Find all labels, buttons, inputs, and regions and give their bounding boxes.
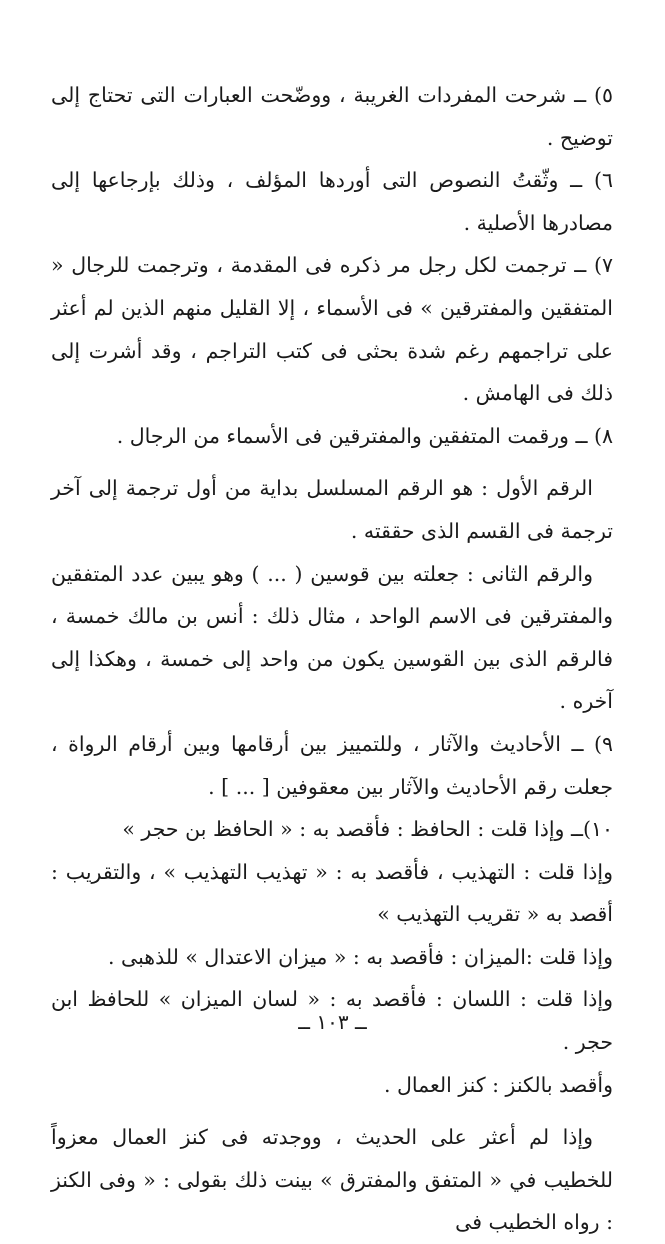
kanz-paragraph: وأقصد بالكنز : كنز العمال . — [383, 1072, 613, 1097]
item-9-paragraph: ٩) ــ الأحاديث والآثار ، وللتمييز بين أرقامها وبين أرقام الرواة ، جعلت رقم الأحاديث والآثار بين معقوفين [ ... ] . — [51, 731, 613, 799]
first-number-paragraph: الرقم الأول : هو الرقم المسلسل بداية من أول ترجمة إلى آخر ترجمة فى القسم الذى حققته . — [51, 476, 613, 543]
item-7-paragraph: ٧) ــ ترجمت لكل رجل مر ذكره فى المقدمة ، وترجمت للرجال « المتفقين والمفترقين » فى الأسماء ، إلا القليل منهم الذين لم أعثر على تراجمهم رغم شدة بحثى فى كتب التراجم ، وقد أشرت إلى ذلك فى الهامش . — [51, 253, 613, 406]
item-5-paragraph: ٥) ــ شرحت المفردات الغريبة ، ووضّحت العبارات التى تحتاج إلى توضيح . — [51, 83, 613, 150]
item-6-paragraph: ٦) ــ وثّقتُ النصوص التى أوردها المؤلف ، وذلك بإرجاعها إلى مصادرها الأصلية . — [51, 168, 613, 235]
item-8-paragraph: ٨) ــ ورقمت المتفقين والمفترقين فى الأسماء من الرجال . — [116, 423, 613, 448]
lisan-paragraph: وإذا قلت : اللسان : فأقصد به : « لسان الميزان » للحافظ ابن حجر . — [51, 987, 613, 1055]
second-number-paragraph: والرقم الثانى : جعلته بين قوسين ( ... ) وهو يبين عدد المتفقين والمفترقين فى الاسم الواحد ، مثال ذلك : أنس بن مالك خمسة ، فالرقم الذى بين القوسين يكون من واحد إلى خمسة ، وهكذا إلى آخره . — [51, 561, 613, 714]
tahdhib-paragraph: وإذا قلت : التهذيب ، فأقصد به : « تهذيب التهذيب » ، والتقريب : أقصد به « تقريب التهذيب » — [51, 859, 613, 927]
page-body — [51, 74, 613, 1244]
page-number: ــ ١٠٣ ــ — [298, 1010, 367, 1034]
mizan-paragraph: وإذا قلت :الميزان : فأقصد به : « ميزان الاعتدال » للذهبى . — [107, 944, 613, 969]
item-10-paragraph: ١٠)ــ وإذا قلت : الحافظ : فأقصد به : « الحافظ بن حجر » — [122, 817, 613, 842]
khatib-paragraph: وإذا لم أعثر على الحديث ، ووجدته فى كنز العمال معزواً للخطيب في « المتفق والمفترق » بينت ذلك بقولى : « وفى الكنز : رواه الخطيب فى — [51, 1125, 613, 1235]
